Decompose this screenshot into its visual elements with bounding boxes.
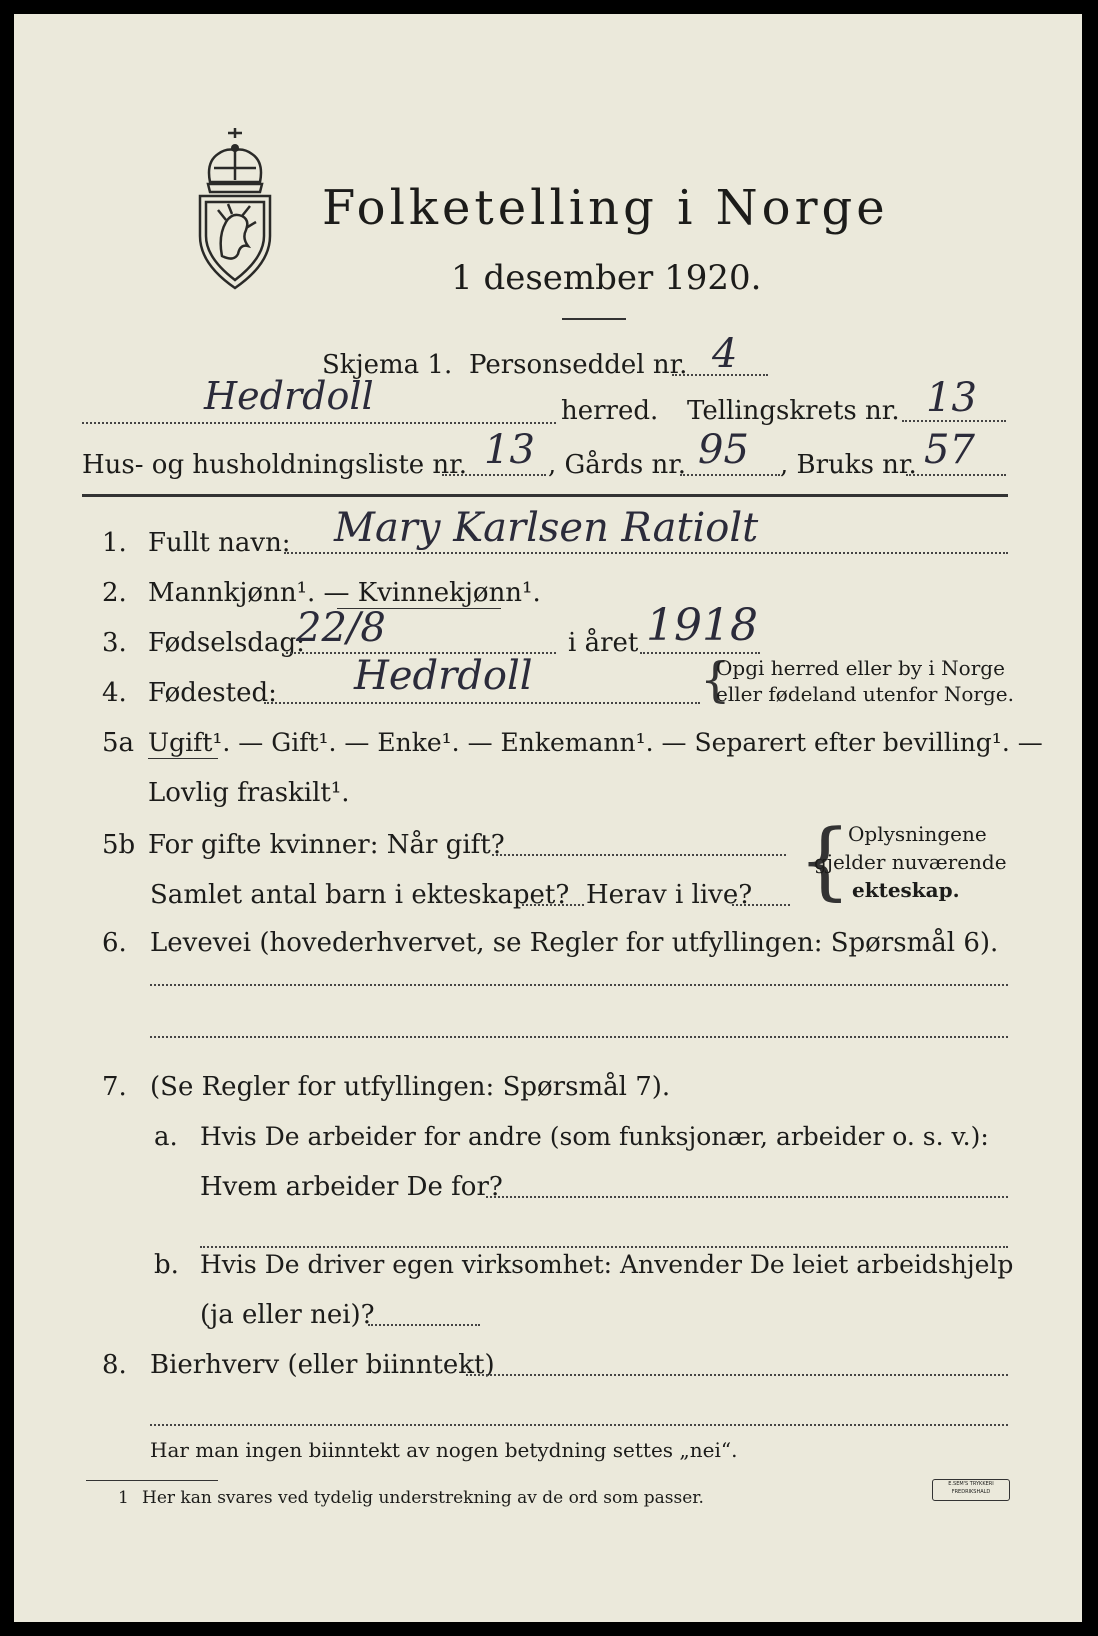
q7a-line2: Hvem arbeider De for? [200,1172,503,1202]
q4-note-line1: Opgi herred eller by i Norge [716,656,1005,680]
bruks-label: , Bruks nr. [780,450,917,480]
q1-number: 1. [102,528,127,558]
q1-line [284,552,1008,554]
q3-year-value: 1918 [646,600,758,651]
q6-line2 [150,1036,1008,1038]
q3-year-label: i året [568,628,639,658]
q7b-line1: Hvis De driver egen virksomhet: Anvender De leiet arbeidshjelp [200,1250,1014,1279]
q4-line [264,702,700,704]
q3-birthday-value: 22/8 [296,605,386,651]
printer-stamp [932,1479,1010,1501]
tellingskrets-label: Tellingskrets nr. [687,396,900,426]
personseddel-label: Personseddel nr. [469,350,688,380]
q7a-employer-line2 [200,1246,1008,1248]
q5b-note-line2: gjelder nuværende [814,850,1007,874]
q5b-note-line1: Oplysningene [848,822,987,846]
q5b-children-line [522,904,584,906]
q5b-alive-label: Herav i live? [586,880,753,910]
gards-line [680,474,780,476]
q5a-line1: Ugift¹. — Gift¹. — Enke¹. — Enkemann¹. — Separert efter bevilling¹. — [148,728,1043,757]
footnote-mark: 1 [118,1488,129,1508]
q2-sex-options: Mannkjønn¹. — Kvinnekjønn¹. [148,578,541,608]
title-divider [562,318,626,320]
form-title: Folketelling i Norge [322,180,889,236]
q7b-line2: (ja eller nei)? [200,1300,375,1330]
household-list-line [442,474,546,476]
census-form [14,14,1082,1622]
q1-full-name-value: Mary Karlsen Ratiolt [334,505,759,551]
q5b-note-brace: { [798,811,852,909]
q6-line1 [150,984,1008,986]
q4-note-brace: { [700,652,731,708]
q5a-underline-ugift [148,758,218,759]
q5a-number: 5a [102,728,135,758]
household-list-label: Hus- og husholdningsliste nr. [82,450,468,480]
q5b-alive-line [732,904,790,906]
q6-number: 6. [102,928,127,958]
q6-text: Levevei (hovederhvervet, se Regler for utfyllingen: Spørsmål 6). [150,928,999,958]
q7a-line1: Hvis De arbeider for andre (som funksjonær, arbeider o. s. v.): [200,1122,989,1151]
q5b-number: 5b [102,830,136,860]
herred-label: herred. [561,396,659,426]
q7-number: 7. [102,1072,127,1102]
household-list-value: 13 [484,427,535,473]
personseddel-value: 4 [712,331,738,377]
schema-label: Skjema 1. [322,350,453,380]
q8-text: Bierhverv (eller biinntekt) [150,1350,495,1380]
form-date: 1 desember 1920. [451,258,762,298]
footnote-rule [86,1480,218,1481]
q4-note-line2: eller fødeland utenfor Norge. [716,682,1014,706]
q8-line2 [150,1424,1008,1426]
footnote-text: Her kan svares ved tydelig understrekning av de ord som passer. [142,1488,704,1508]
q8-number: 8. [102,1350,127,1380]
q5b-note-line3: ekteskap. [852,878,960,902]
q7b-number: b. [154,1250,179,1280]
q5b-line1: For gifte kvinner: Når gift? [148,830,505,860]
herred-value: Hedrdoll [204,374,374,418]
coat-of-arms-icon [192,124,278,294]
q5b-children-label: Samlet antal barn i ekteskapet? [150,880,570,910]
gards-value: 95 [698,427,749,473]
header-rule [82,494,1008,497]
q4-birthplace-value: Hedrdoll [354,653,533,699]
q1-label: Fullt navn: [148,528,291,558]
bruks-value: 57 [924,427,975,473]
printer-stamp-text: E.SEM'S TRYKKERI FREDRIKSHALD [948,1481,994,1495]
q5a-line2: Lovlig fraskilt¹. [148,778,350,808]
q5b-married-line [492,854,786,856]
q8-line1 [466,1374,1008,1376]
q4-number: 4. [102,678,127,708]
q7a-employer-line [486,1196,1008,1198]
q3-number: 3. [102,628,127,658]
q4-label: Fødested: [148,678,277,708]
bruks-line [906,474,1006,476]
q7a-number: a. [154,1122,178,1152]
tellingskrets-value: 13 [926,375,977,421]
herred-line [82,422,556,424]
q3-label: Fødselsdag: [148,628,305,658]
q7b-answer-line [368,1324,480,1326]
q8-note: Har man ingen biinntekt av nogen betydning settes „nei“. [150,1438,738,1462]
q2-number: 2. [102,578,127,608]
q7-text: (Se Regler for utfyllingen: Spørsmål 7). [150,1072,671,1102]
gards-label: , Gårds nr. [548,450,687,480]
